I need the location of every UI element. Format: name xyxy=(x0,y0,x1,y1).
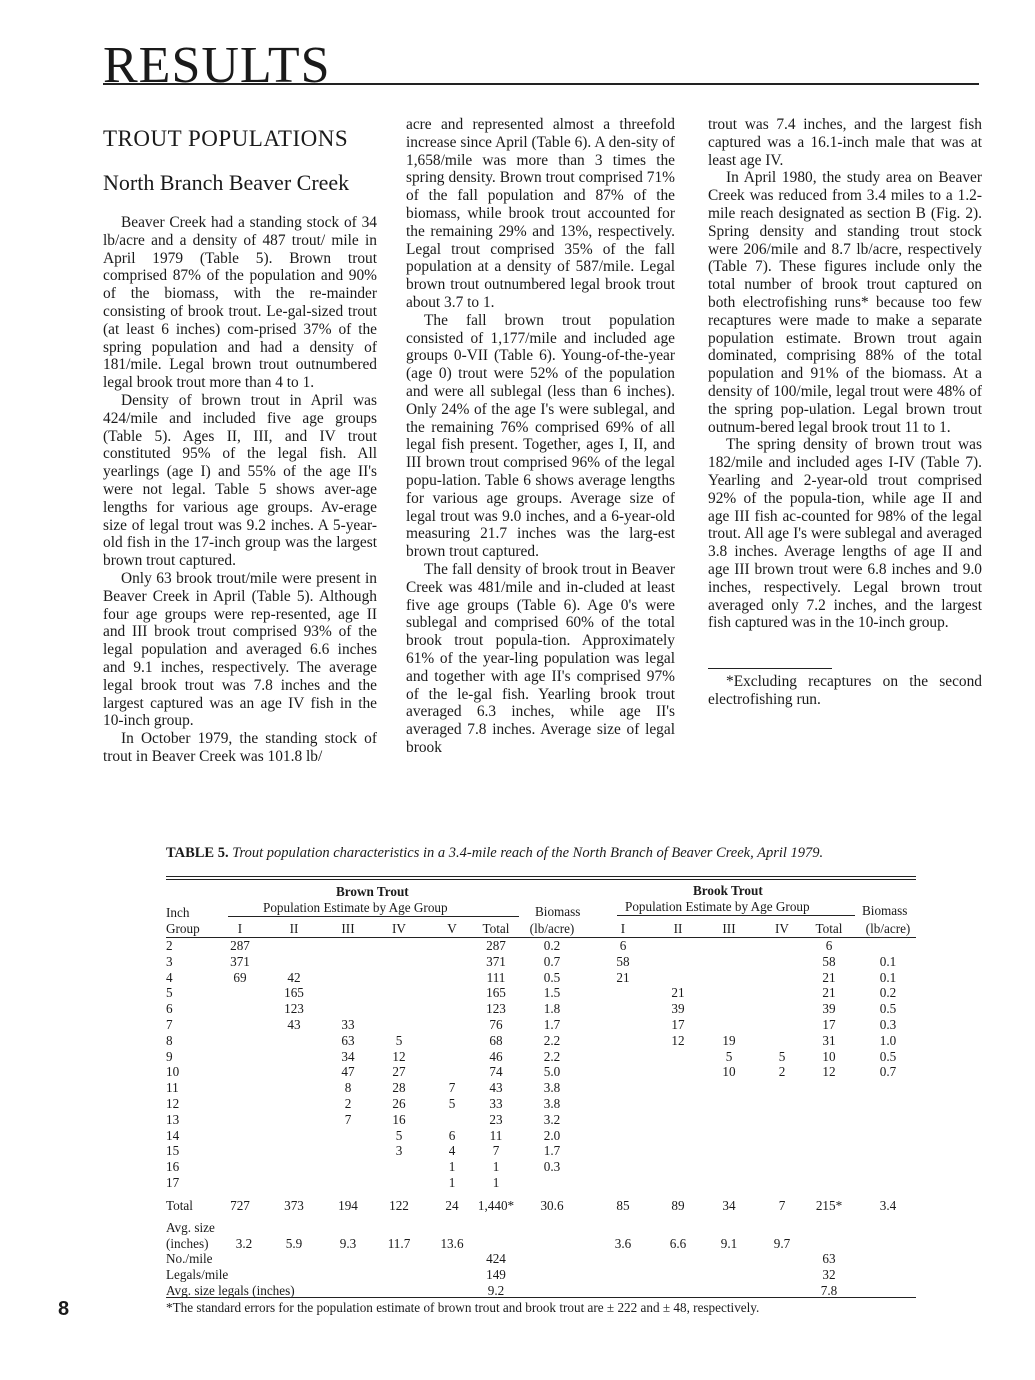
brown-trout-cell: 0.7 xyxy=(543,953,561,969)
brown-total-cell: 194 xyxy=(338,1197,358,1213)
inch-group-cell: 8 xyxy=(166,1032,173,1048)
avg-size-legals-label: Avg. size legals (inches) xyxy=(166,1283,295,1298)
brown-trout-cell: 1.7 xyxy=(543,1017,561,1032)
brown-trout-cell: 47 xyxy=(341,1064,355,1080)
paragraph: acre and represented almost a threefold increase since April (Table 6). A den-sity of 1,658/mile was more than 3 times the spring density. Brown trout comprised 71% of the fall population and 87% of the biomass, while brook trout accounted for the remaining 29% and 13%, respectively. Legal trout comprised 35% of the fall population at a density of 587/mile. Legal brown trout outnumbered legal brook trout about 3.7 to 1. xyxy=(406,116,675,311)
brown-legals-cell: 149 xyxy=(486,1267,506,1283)
inch-group-cell: 10 xyxy=(166,1064,180,1080)
brown-trout-cell: 0.3 xyxy=(543,1159,561,1175)
inch-heading: Inch xyxy=(166,905,190,920)
brook-column-header: II xyxy=(673,921,683,936)
brown-trout-cell: 371 xyxy=(230,953,250,969)
brown-trout-cell: 16 xyxy=(392,1111,406,1127)
brown-trout-cell: 123 xyxy=(284,1001,304,1017)
brown-trout-cell: 1.8 xyxy=(543,1001,561,1017)
inch-group-cell: 11 xyxy=(166,1080,179,1096)
inch-group-cell: 6 xyxy=(166,1001,173,1017)
paragraph: In April 1980, the study area on Beaver Creek was reduced from 3.4 miles to a 1.2-mile reach designated as section B (Fig. 2). Spring density and standing trout stock were 206/mile and 8.7 lb/acre, respectively (Table 7). These figures include only the total number of brook trout captured on both electrofishing runs* because too few recaptures were made to make a separate population estimate. Brown trout again dominated, comprising 88% of the total population and 91% of the biomass. At a density of 100/mile, legal trout were 48% of the spring pop-ulation. Legal brown trout outnum-bered legal brook trout 11 to 1. xyxy=(708,169,982,436)
brook-avg-size-cell: 6.6 xyxy=(669,1235,687,1251)
brown-trout-cell: 5 xyxy=(395,1032,403,1048)
brown-trout-cell: 0.5 xyxy=(543,969,561,985)
brown-total-cell: 373 xyxy=(284,1197,304,1213)
brown-trout-cell: 287 xyxy=(486,938,506,953)
brook-total-cell: 89 xyxy=(671,1197,685,1213)
brown-trout-cell: 3.8 xyxy=(543,1080,561,1096)
brown-avg-size-cell: 5.9 xyxy=(285,1235,303,1251)
brook-column-header: Total xyxy=(815,921,843,936)
brook-trout-cell: 12 xyxy=(822,1064,836,1080)
brown-trout-cell: 287 xyxy=(230,938,250,953)
brown-trout-cell: 3.2 xyxy=(543,1111,561,1127)
page-number: 8 xyxy=(58,1298,70,1320)
brown-trout-cell: 63 xyxy=(341,1032,355,1048)
brook-trout-cell: 0.1 xyxy=(879,953,897,969)
brook-trout-cell: 17 xyxy=(822,1017,836,1032)
brook-column-header: III xyxy=(722,921,736,936)
brown-trout-cell: 2 xyxy=(344,1096,352,1111)
brown-trout-cell: 2.0 xyxy=(543,1127,561,1143)
brook-trout-cell: 58 xyxy=(616,953,630,969)
brown-trout-cell: 1.7 xyxy=(543,1143,561,1159)
brown-population-estimate-heading: Population Estimate by Age Group xyxy=(263,900,448,915)
text-column-3 xyxy=(708,116,982,709)
brown-trout-cell: 6 xyxy=(448,1127,456,1143)
brook-total-cell: 3.4 xyxy=(879,1197,897,1213)
brown-total-cell: 727 xyxy=(230,1197,250,1213)
brook-trout-cell: 0.7 xyxy=(879,1064,897,1080)
brown-column-header: II xyxy=(289,921,299,936)
brown-trout-cell: 1 xyxy=(448,1159,456,1175)
brook-trout-cell: 0.3 xyxy=(879,1017,897,1032)
brown-column-header: Total xyxy=(482,921,510,936)
brook-biomass-heading: Biomass xyxy=(862,903,908,918)
brown-trout-cell: 123 xyxy=(486,1001,506,1017)
brown-trout-cell: 34 xyxy=(341,1048,355,1064)
brook-trout-cell: 5 xyxy=(778,1048,786,1064)
brook-column-header: I xyxy=(620,921,626,936)
brown-trout-cell: 1 xyxy=(448,1175,456,1190)
brook-trout-cell: 0.2 xyxy=(879,985,897,1001)
inch-group-cell: 16 xyxy=(166,1159,180,1175)
brook-trout-cell: 21 xyxy=(616,969,630,985)
brown-column-header: I xyxy=(237,921,243,936)
group-heading: Group xyxy=(166,921,200,936)
brook-column-header: (lb/acre) xyxy=(865,921,911,936)
brown-trout-cell: 2.2 xyxy=(543,1032,561,1048)
brown-trout-cell: 0.2 xyxy=(543,938,561,953)
brown-trout-cell: 371 xyxy=(486,953,506,969)
brown-trout-cell: 26 xyxy=(392,1096,406,1111)
brown-column-header: III xyxy=(341,921,355,936)
brown-biomass-heading: Biomass xyxy=(535,904,581,919)
brook-trout-cell: 6 xyxy=(619,938,627,953)
brown-trout-cell: 7 xyxy=(344,1111,352,1127)
inch-group-cell: 15 xyxy=(166,1143,180,1159)
brown-trout-cell: 111 xyxy=(486,969,506,985)
brown-trout-cell: 165 xyxy=(486,985,506,1001)
paragraph: The fall density of brook trout in Beaver Creek was 481/mile and in-cluded at least five age groups (Table 6). Age 0's were sublegal and comprised 60% of the total brook trout popula-tion. Approximately 61% of the year-ling population was legal and together with age II's comprised 97% of the le-gal fish. Yearling brook trout averaged 6.3 inches, while age II's averaged 7.8 inches. Average size of legal brook xyxy=(406,560,675,756)
brown-trout-cell: 1.5 xyxy=(543,985,561,1001)
brown-trout-cell: 2.2 xyxy=(543,1048,561,1064)
paragraph: In October 1979, the standing stock of trout in Beaver Creek was 101.8 lb/ xyxy=(103,730,377,765)
brook-trout-cell: 17 xyxy=(671,1017,685,1032)
subsection-title: North Branch Beaver Creek xyxy=(103,170,350,195)
brown-total-cell: 1,440* xyxy=(477,1197,515,1213)
footnote-rule xyxy=(708,668,832,669)
brown-trout-cell: 8 xyxy=(344,1080,352,1096)
brown-avg-size-cell: 3.2 xyxy=(235,1235,253,1251)
brook-trout-heading: Brook Trout xyxy=(693,883,763,898)
brown-trout-cell: 43 xyxy=(489,1080,503,1096)
inch-group-cell: 9 xyxy=(166,1048,173,1064)
text-column-2 xyxy=(406,116,675,757)
brown-avg-size-cell: 11.7 xyxy=(387,1235,411,1251)
brook-total-cell: 85 xyxy=(616,1197,630,1213)
brook-trout-cell: 12 xyxy=(671,1032,685,1048)
brook-total-cell: 34 xyxy=(722,1197,736,1213)
brown-trout-heading: Brown Trout xyxy=(336,884,409,899)
paragraph: Only 63 brook trout/mile were present in Beaver Creek in April (Table 5). Although four age groups were rep-resented, age II and III brook trout comprised 93% of the legal population and averaged 6.6 inches and 9.1 inches, respectively. The average legal brook trout was 7.8 inches and the largest captured was an age IV fish in the 10-inch group. xyxy=(103,569,377,730)
brook-avg-size-cell: 9.1 xyxy=(720,1235,738,1251)
brook-trout-cell: 21 xyxy=(671,985,685,1001)
paragraph: trout was 7.4 inches, and the largest fish captured was a 16.1-inch male that was at least age IV. xyxy=(708,116,982,169)
brook-no-per-mile-cell: 63 xyxy=(822,1251,836,1267)
brown-trout-cell: 28 xyxy=(392,1080,406,1096)
table-footnote: *The standard errors for the population estimate of brown trout and brook trout are ± 222 and ± 48, respectively. xyxy=(166,1300,760,1315)
brown-column-header: IV xyxy=(392,921,406,936)
brook-total-cell: 7 xyxy=(778,1197,786,1213)
brook-trout-cell: 0.5 xyxy=(879,1001,897,1017)
text-column-1 xyxy=(103,116,377,766)
brown-trout-cell: 5.0 xyxy=(543,1064,561,1080)
brook-trout-cell: 0.5 xyxy=(879,1048,897,1064)
brook-avg-size-cell: 3.6 xyxy=(614,1235,632,1251)
brown-trout-cell: 165 xyxy=(284,985,304,1001)
page-title: RESULTS xyxy=(103,37,331,94)
brook-total-cell: 215* xyxy=(815,1197,843,1213)
brown-total-cell: 24 xyxy=(445,1197,459,1213)
table-label: TABLE 5. xyxy=(166,845,229,861)
brook-trout-cell: 31 xyxy=(822,1032,836,1048)
brown-trout-cell: 27 xyxy=(392,1064,406,1080)
brown-trout-cell: 74 xyxy=(489,1064,503,1080)
avg-size-label-units: (inches) xyxy=(166,1235,209,1251)
brown-trout-cell: 7 xyxy=(492,1143,500,1159)
inch-group-cell: 12 xyxy=(166,1096,180,1111)
table-top-rule xyxy=(166,876,916,877)
brown-column-header: (lb/acre) xyxy=(529,921,575,936)
brown-total-cell: 122 xyxy=(389,1197,409,1213)
brown-trout-cell: 46 xyxy=(489,1048,503,1064)
inch-group-cell: 13 xyxy=(166,1111,180,1127)
brook-trout-cell: 0.1 xyxy=(879,969,897,985)
brown-trout-cell: 69 xyxy=(233,969,247,985)
brook-trout-cell: 39 xyxy=(822,1001,836,1017)
column-footnote: *Excluding recaptures on the second electrofishing run. xyxy=(708,673,982,708)
brook-population-estimate-heading: Population Estimate by Age Group xyxy=(625,899,810,914)
brown-avg-size-cell: 9.3 xyxy=(339,1235,357,1251)
brown-trout-cell: 3.8 xyxy=(543,1096,561,1111)
brook-trout-cell: 6 xyxy=(825,938,833,953)
paragraph: Beaver Creek had a standing stock of 34 lb/acre and a density of 487 trout/ mile in April 1979 (Table 5). Brown trout comprised 87% of the population and 90% of the biomass, with the re-mainder consisting of brook trout. Le-gal-sized trout (at least 6 inches) com-prised 37% of the spring population and had a density of 181/mile. Legal brown trout outnumbered legal brook trout more than 4 to 1. xyxy=(103,214,377,392)
brown-trout-cell: 68 xyxy=(489,1032,503,1048)
brown-trout-cell: 5 xyxy=(395,1127,403,1143)
inch-group-cell: 4 xyxy=(166,969,173,985)
brown-trout-cell: 1 xyxy=(492,1159,500,1175)
brown-trout-cell: 76 xyxy=(489,1017,503,1032)
brown-trout-cell: 12 xyxy=(392,1048,406,1064)
brown-trout-cell: 3 xyxy=(395,1143,403,1159)
brown-trout-cell: 42 xyxy=(287,969,301,985)
brook-trout-cell: 19 xyxy=(722,1032,736,1048)
paragraph: The fall brown trout population consisted of 1,177/mile and included age groups 0-VII (Table 6). Young-of-the-year (age 0) trout were 52% of the population and were all sublegal (less than 6 inches). Only 24% of the age I's were sublegal, and the remaining 76% comprised 69% of all legal fish present. Together, ages I, II, and III brown trout comprised 96% of the legal popu-lation. Table 6 shows average lengths for various age groups. Average size of legal trout was 9.0 inches, and a 6-year-old measuring 21.7 inches was the larg-est brown trout captured. xyxy=(406,311,675,561)
brown-trout-cell: 7 xyxy=(448,1080,456,1096)
brook-column-header: IV xyxy=(775,921,789,936)
brown-trout-cell: 11 xyxy=(489,1127,503,1143)
brook-trout-cell: 58 xyxy=(822,953,836,969)
title-rule xyxy=(103,83,979,85)
brown-trout-cell: 33 xyxy=(341,1017,355,1032)
brown-trout-cell: 23 xyxy=(489,1111,503,1127)
brown-trout-cell: 1 xyxy=(492,1175,500,1190)
brown-no-per-mile-cell: 424 xyxy=(486,1251,506,1267)
no-per-mile-label: No./mile xyxy=(166,1251,213,1267)
inch-group-cell: 7 xyxy=(166,1017,173,1032)
table-caption-text: Trout population characteristics in a 3.4-mile reach of the North Branch of Beaver Creek, April 1979. xyxy=(232,845,824,861)
brown-trout-cell: 33 xyxy=(489,1096,503,1111)
brook-trout-cell: 2 xyxy=(778,1064,786,1080)
brook-avg-legal-cell: 7.8 xyxy=(820,1283,838,1298)
brown-span-rule xyxy=(228,916,519,917)
brook-trout-cell: 21 xyxy=(822,985,836,1001)
table-caption xyxy=(166,845,926,862)
legals-per-mile-label: Legals/mile xyxy=(166,1267,229,1283)
inch-group-cell: 14 xyxy=(166,1127,180,1143)
brook-trout-cell: 10 xyxy=(722,1064,736,1080)
brown-trout-cell: 4 xyxy=(448,1143,456,1159)
brook-legals-cell: 32 xyxy=(822,1267,836,1283)
table-top-rule-double xyxy=(166,879,916,880)
brook-trout-cell: 39 xyxy=(671,1001,685,1017)
inch-group-cell: 3 xyxy=(166,953,173,969)
brook-trout-cell: 21 xyxy=(822,969,836,985)
section-title: TROUT POPULATIONS xyxy=(103,126,349,151)
brown-trout-cell: 43 xyxy=(287,1017,301,1032)
brown-column-header: V xyxy=(447,921,457,936)
brown-total-cell: 30.6 xyxy=(540,1197,564,1213)
brook-trout-cell: 5 xyxy=(725,1048,733,1064)
brook-avg-size-cell: 9.7 xyxy=(773,1235,791,1251)
brown-trout-cell: 5 xyxy=(448,1096,456,1111)
brook-span-rule xyxy=(617,915,855,916)
total-row-label: Total xyxy=(166,1197,193,1213)
avg-size-label: Avg. size xyxy=(166,1219,215,1235)
brown-avg-legal-cell: 9.2 xyxy=(487,1283,505,1298)
brown-avg-size-cell: 13.6 xyxy=(440,1235,464,1251)
brook-trout-cell: 10 xyxy=(822,1048,836,1064)
inch-group-cell: 17 xyxy=(166,1175,180,1190)
inch-group-cell: 2 xyxy=(166,938,173,953)
paragraph: The spring density of brown trout was 182/mile and included ages I-IV (Table 7). Yearling and 2-year-old trout comprised 92% of the popula-tion, while age II and age III fish ac-counted for 98% of the legal trout. All age I's were sublegal and averaged 3.8 inches. Average lengths of age II and age III brown trout were 6.8 inches and 9.0 inches, respectively. Legal brown trout averaged only 7.2 inches, and the largest fish captured was in the 10-inch group. xyxy=(708,436,982,632)
brook-trout-cell: 1.0 xyxy=(879,1032,897,1048)
inch-group-cell: 5 xyxy=(166,985,173,1001)
paragraph: Density of brown trout in April was 424/mile and included five age groups (Table 5). Ages II, III, and IV trout constituted 95% of the legal fish. All yearlings (age I) and 55% of the age II's were not legal. Table 5 shows aver-age lengths for various age groups. Av-erage size of legal trout was 9.2 inches. A 5-year-old fish in the 17-inch group was the largest brown trout captured. xyxy=(103,391,377,570)
